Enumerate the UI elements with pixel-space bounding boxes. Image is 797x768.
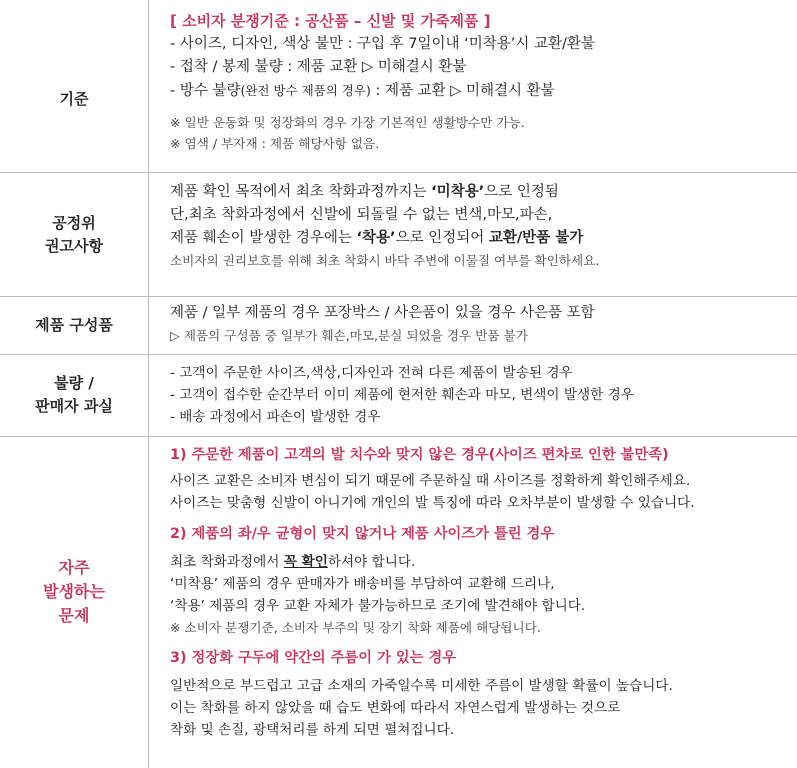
row-label-criteria: 기준 <box>59 90 89 108</box>
defect-line: - 배송 과정에서 파손이 발생한 경우 <box>170 409 381 425</box>
criteria-line: - 접착 / 봉제 불량 : 제품 교환 ▷ 미해결시 환불 <box>170 59 467 75</box>
criteria-line: - 방수 불량(완전 방수 제품의 경우) : 제품 교환 ▷ 미해결시 환불 <box>170 83 555 99</box>
faq-answer-line: 사이즈 교환은 소비자 변심이 되기 때문에 주문하실 때 사이즈를 정확하게 확인해주세요. <box>170 473 691 489</box>
ftc-line: 단,최초 착화과정에서 신발에 되돌릴 수 없는 변색,마모,파손, <box>170 207 553 223</box>
defect-line: - 고객이 접수한 순간부터 이미 제품에 현저한 훼손과 마모, 변색이 발생한 경우 <box>170 387 634 403</box>
ftc-line: 제품 확인 목적에서 최초 착화과정까지는 ‘미착용’으로 인정됨 <box>170 184 559 200</box>
row-divider <box>0 296 797 297</box>
ftc-line: 제품 훼손이 발생한 경우에는 ‘착용’으로 인정되어 교환/반품 불가 <box>170 230 584 246</box>
column-divider <box>148 0 149 768</box>
faq-answer-line: ‘미착용’ 제품의 경우 판매자가 배송비를 부담하여 교환해 드리나, <box>170 576 555 592</box>
faq-answer-line: 최초 착화과정에서 꼭 확인하셔야 합니다. <box>170 554 416 570</box>
ftc-content <box>170 181 789 271</box>
defect-content <box>170 362 789 428</box>
faq-answer-line: 일반적으로 부드럽고 고급 소재의 가죽일수록 미세한 주름이 발생할 확률이 높습니다. <box>170 678 673 694</box>
components-content <box>170 302 789 346</box>
criteria-note: ※ 염색 / 부자재 : 제품 해당사항 없음. <box>170 136 380 151</box>
criteria-content <box>170 9 789 154</box>
faq-answer-line: 이는 착화를 하지 않았을 때 습도 변화에 따라서 자연스럽게 발생하는 것으로 <box>170 700 621 716</box>
faq-question-1: 1) 주문한 제품이 고객의 발 치수와 맞지 않은 경우(사이즈 편차로 인한 불만족) <box>170 447 669 463</box>
row-label-components: 제품 구성품 <box>35 316 113 334</box>
defect-line: - 고객이 주문한 사이즈,색상,디자인과 전혀 다른 제품이 발송된 경우 <box>170 365 573 381</box>
components-line: 제품 / 일부 제품의 경우 포장박스 / 사은품이 있을 경우 사은품 포함 <box>170 305 595 321</box>
faq-answer-line: 사이즈는 맞춤형 신발이 아니기에 개인의 발 특징에 따라 오차부분이 발생할 수 있습니다. <box>170 495 695 511</box>
row-divider <box>0 436 797 437</box>
faq-question-3: 3) 정장화 구두에 약간의 주름이 가 있는 경우 <box>170 650 457 666</box>
faq-question-2: 2) 제품의 좌/우 균형이 맞지 않거나 제품 사이즈가 틀린 경우 <box>170 526 555 542</box>
faq-answer-line: 착화 및 손질, 광택처리를 하게 되면 펼쳐집니다. <box>170 722 455 738</box>
row-label-defect: 불량 / 판매자 과실 <box>35 374 113 415</box>
row-label-faq: 자주 발생하는 문제 <box>43 558 105 625</box>
row-divider <box>0 172 797 173</box>
row-label-ftc: 공정위 권고사항 <box>45 214 103 255</box>
criteria-note: ※ 일반 운동화 및 정장화의 경우 가장 기본적인 생활방수만 가능. <box>170 115 525 130</box>
criteria-line: - 사이즈, 디자인, 색상 불만 : 구입 후 7일이내 ‘미착용’시 교환/환불 <box>170 36 595 52</box>
components-note: ▷ 제품의 구성품 중 일부가 훼손,마모,분실 되었을 경우 반품 불가 <box>170 328 528 343</box>
criteria-heading: [ 소비자 분쟁기준 : 공산품 – 신발 및 가죽제품 ] <box>170 12 491 30</box>
faq-content <box>170 443 789 741</box>
faq-answer-line: ‘착용’ 제품의 경우 교환 자체가 불가능하므로 조기에 발견해야 합니다. <box>170 598 586 614</box>
ftc-note: 소비자의 권리보호를 위해 최초 착화시 바닥 주변에 이물질 여부를 확인하세요. <box>170 253 600 268</box>
row-divider <box>0 354 797 355</box>
faq-note: ※ 소비자 분쟁기준, 소비자 부주의 및 장기 착화 제품에 해당됩니다. <box>170 620 541 635</box>
